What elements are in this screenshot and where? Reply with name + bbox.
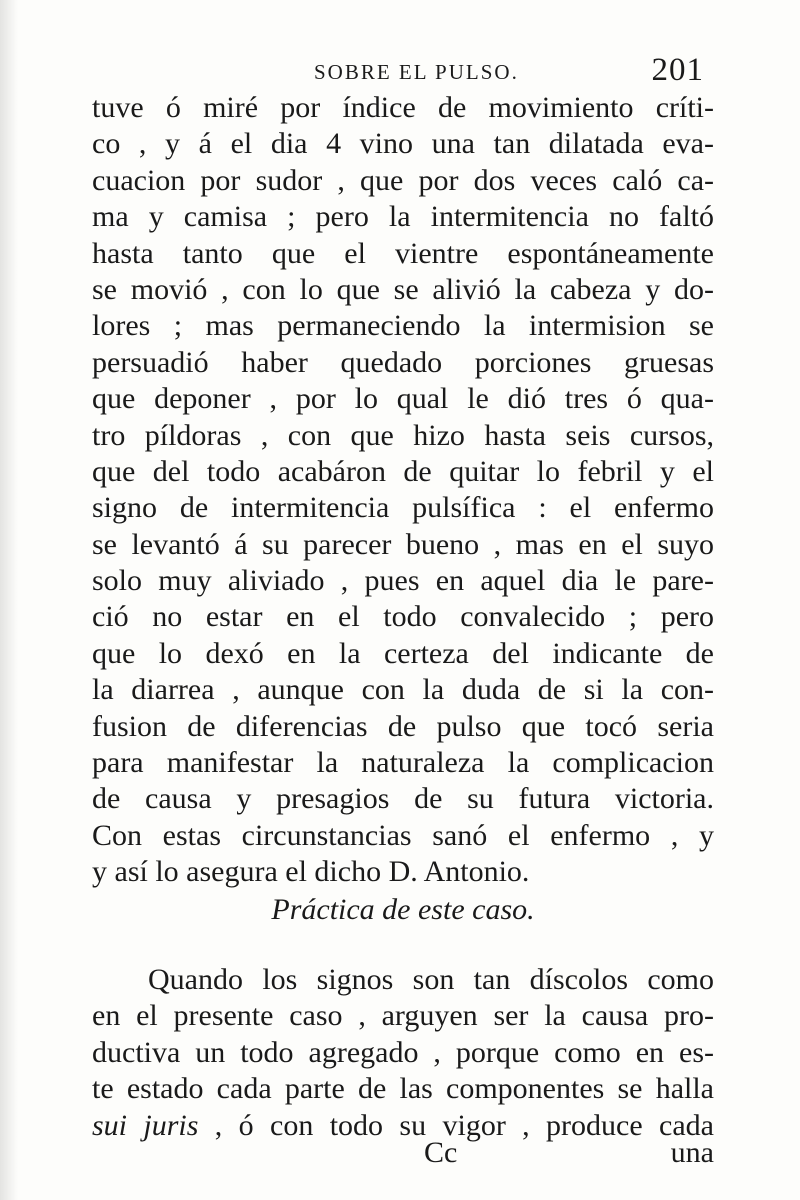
- text-line: ma y camisa ; pero la intermitencia no faltó: [92, 200, 714, 234]
- text-line: te estado cada parte de las componentes se halla: [92, 1072, 714, 1106]
- text-line: en el presente caso , arguyen ser la causa pro-: [92, 999, 714, 1033]
- page-number: 201: [651, 52, 704, 88]
- signature-mark: Cc: [424, 1136, 458, 1169]
- text-line: que del todo acabáron de quitar lo febril y el: [92, 454, 714, 488]
- text-line: la diarrea , aunque con la duda de si la con-: [92, 673, 714, 707]
- text-line: ció no estar en el todo convalecido ; pero: [92, 600, 714, 634]
- latin-phrase: sui juris: [92, 1108, 199, 1142]
- text-line: [92, 1108, 714, 1144]
- text-line: cuacion por sudor , que por dos veces caló ca-: [92, 163, 714, 197]
- text-line: de causa y presagios de su futura victoria.: [92, 782, 714, 816]
- text-line: fusion de diferencias de pulso que tocó seria: [92, 709, 714, 743]
- paragraph-2: [92, 962, 714, 1144]
- text-line: signo de intermitencia pulsífica : el enfermo: [92, 491, 714, 525]
- catchword: una: [670, 1136, 714, 1169]
- text-line: lores ; mas permaneciendo la intermision se: [92, 309, 714, 343]
- gutter-shadow: [0, 0, 18, 1200]
- text-line: ductiva un todo agregado , porque como en es-: [92, 1035, 714, 1069]
- text-line-rest: , ó con todo su vigor , produce cada: [198, 1108, 714, 1142]
- text-line: Con estas circunstancias sanó el enfermo , y: [92, 818, 714, 852]
- text-line: que lo dexó en la certeza del indicante de: [92, 636, 714, 670]
- section-heading: Práctica de este caso.: [271, 893, 535, 926]
- text-line: para manifestar la naturaleza la complicacion: [92, 746, 714, 780]
- paragraph-1: [92, 90, 714, 891]
- text-line: se levantó á su parecer bueno , mas en el suyo: [92, 527, 714, 561]
- text-line: se movió , con lo que se alivió la cabeza y do-: [92, 272, 714, 306]
- text-line: que deponer , por lo qual le dió tres ó qua-: [92, 382, 714, 416]
- text-line: y así lo asegura el dicho D. Antonio.: [92, 855, 530, 889]
- text-line: hasta tanto que el vientre espontáneamente: [92, 236, 714, 270]
- text-line: persuadió haber quedado porciones gruesas: [92, 345, 714, 379]
- text-line: solo muy aliviado , pues en aquel dia le pare-: [92, 564, 714, 598]
- text-line: co , y á el dia 4 vino una tan dilatada eva-: [92, 127, 714, 161]
- text-line: tuve ó miré por índice de movimiento críti-: [92, 91, 714, 124]
- text-line: tro píldoras , con que hizo hasta seis cursos,: [92, 418, 714, 452]
- page-header: [92, 52, 712, 92]
- text-line: Quando los signos son tan díscolos como: [148, 963, 714, 996]
- running-head: SOBRE EL PULSO.: [314, 60, 519, 84]
